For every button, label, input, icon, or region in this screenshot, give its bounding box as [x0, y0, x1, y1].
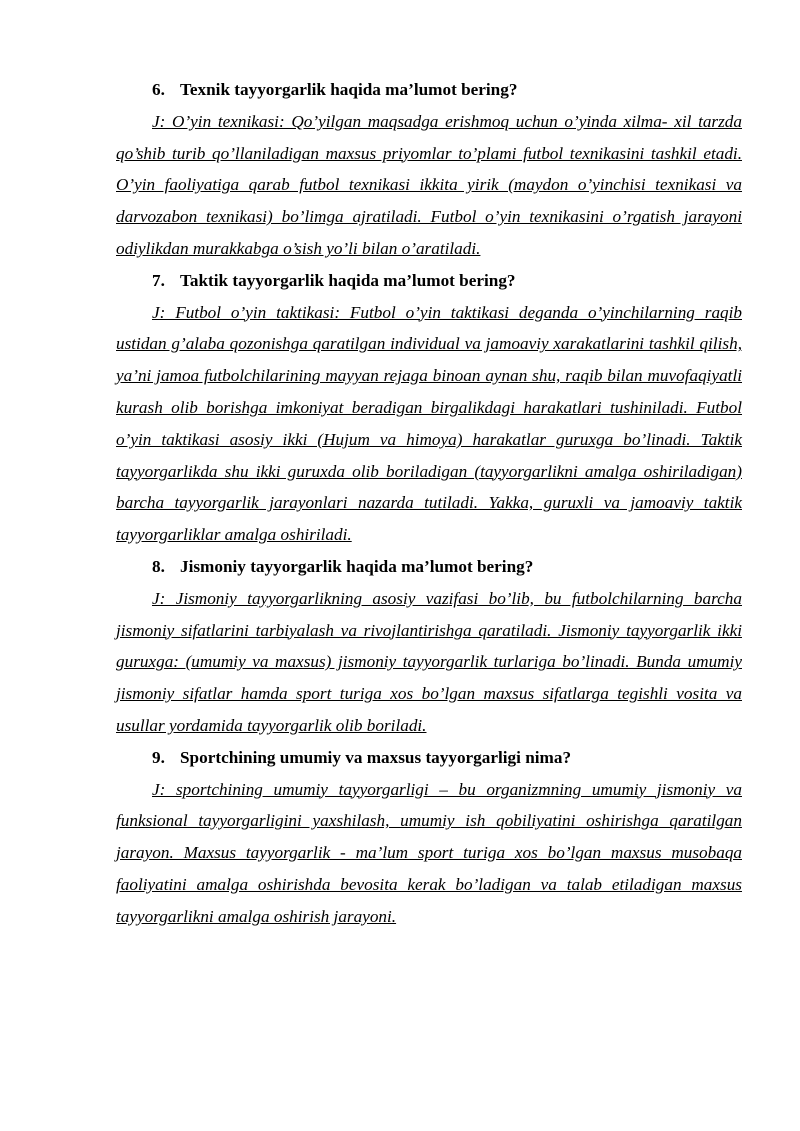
question-heading-8	[116, 551, 742, 583]
answer-paragraph-9: J: sportchining umumiy tayyorgarligi – bu organizmning umumiy jismoniy va funksional tayyorgarligini yaxshilash, umumiy ish qobiliyatini oshirishga qaratilgan jarayon. Maxsus tayyorgarlik - ma’lum sport turiga xos bo’lgan maxsus musobaqa faoliyatini amalga oshirishda bevosita kerak bo’ladigan va talab etiladigan maxsus tayyorgarlikni amalga oshirish jarayoni.	[116, 779, 742, 926]
question-title: Jismoniy tayyorgarlik haqida ma’lumot bering?	[180, 556, 534, 576]
question-title: Taktik tayyorgarlik haqida ma’lumot bering?	[180, 270, 516, 290]
document-page	[116, 74, 742, 933]
question-heading-9	[116, 742, 742, 774]
answer-paragraph-8: J: Jismoniy tayyorgarlikning asosiy vazifasi bo’lib, bu futbolchilarning barcha jismoniy sifatlarini tarbiyalash va rivojlantirishga qaratiladi. Jismoniy tayyorgarlik ikki guruxga: (umumiy va maxsus) jismoniy tayyorgarlik turlariga bo’linadi. Bunda umumiy jismoniy sifatlar hamda sport turiga xos bo’lgan maxsus sifatlarga tegishli vosita va usullar yordamida tayyorgarlik olib boriladi.	[116, 588, 742, 735]
answer-paragraph-7: J: Futbol o’yin taktikasi: Futbol o’yin taktikasi deganda o’yinchilarning raqib ustidan g’alaba qozonishga qaratilgan individual va jamoaviy xarakatlarini tashkil qilish, ya’ni jamoa futbolchilarining mayyan rejaga binoan aynan shu, raqib bilan muvofaqiyatli kurash olib borishga imkoniyat beradigan birgalikdagi harakatlari tushiniladi. Futbol o’yin taktikasi asosiy ikki (Hujum va himoya) harakatlar guruxga bo’linadi. Taktik tayyorgarlikda shu ikki guruxda olib boriladigan (tayyorgarlikni amalga oshiriladigan) barcha tayyorgarlik jarayonlari nazarda tutiladi. Yakka, guruxli va jamoaviy taktik tayyorgarliklar amalga oshiriladi.	[116, 302, 742, 545]
question-number: 9.	[152, 747, 165, 767]
question-number: 7.	[152, 270, 165, 290]
question-number: 8.	[152, 556, 165, 576]
question-heading-7	[116, 265, 742, 297]
question-number: 6.	[152, 80, 165, 99]
question-heading-6	[116, 74, 742, 106]
answer-paragraph-6: J: O’yin texnikasi: Qo’yilgan maqsadga erishmoq uchun o’yinda xilma- xil tarzda qo’shib turib qo’llaniladigan maxsus priyomlar to’plami futbol texnikasini tashkil etadi. O’yin faoliyatiga qarab futbol texnikasi ikkita yirik (maydon o’yinchisi texnikasi va darvozabon texnikasi) bo’limga ajratiladi. Futbol o’yin texnikasini o’rgatish jarayoni odiylikdan murakkabga o’sish yo’li bilan o’aratiladi.	[116, 111, 742, 258]
question-title: Texnik tayyorgarlik haqida ma’lumot bering?	[180, 80, 518, 99]
question-title: Sportchining umumiy va maxsus tayyorgarligi nima?	[180, 747, 572, 767]
